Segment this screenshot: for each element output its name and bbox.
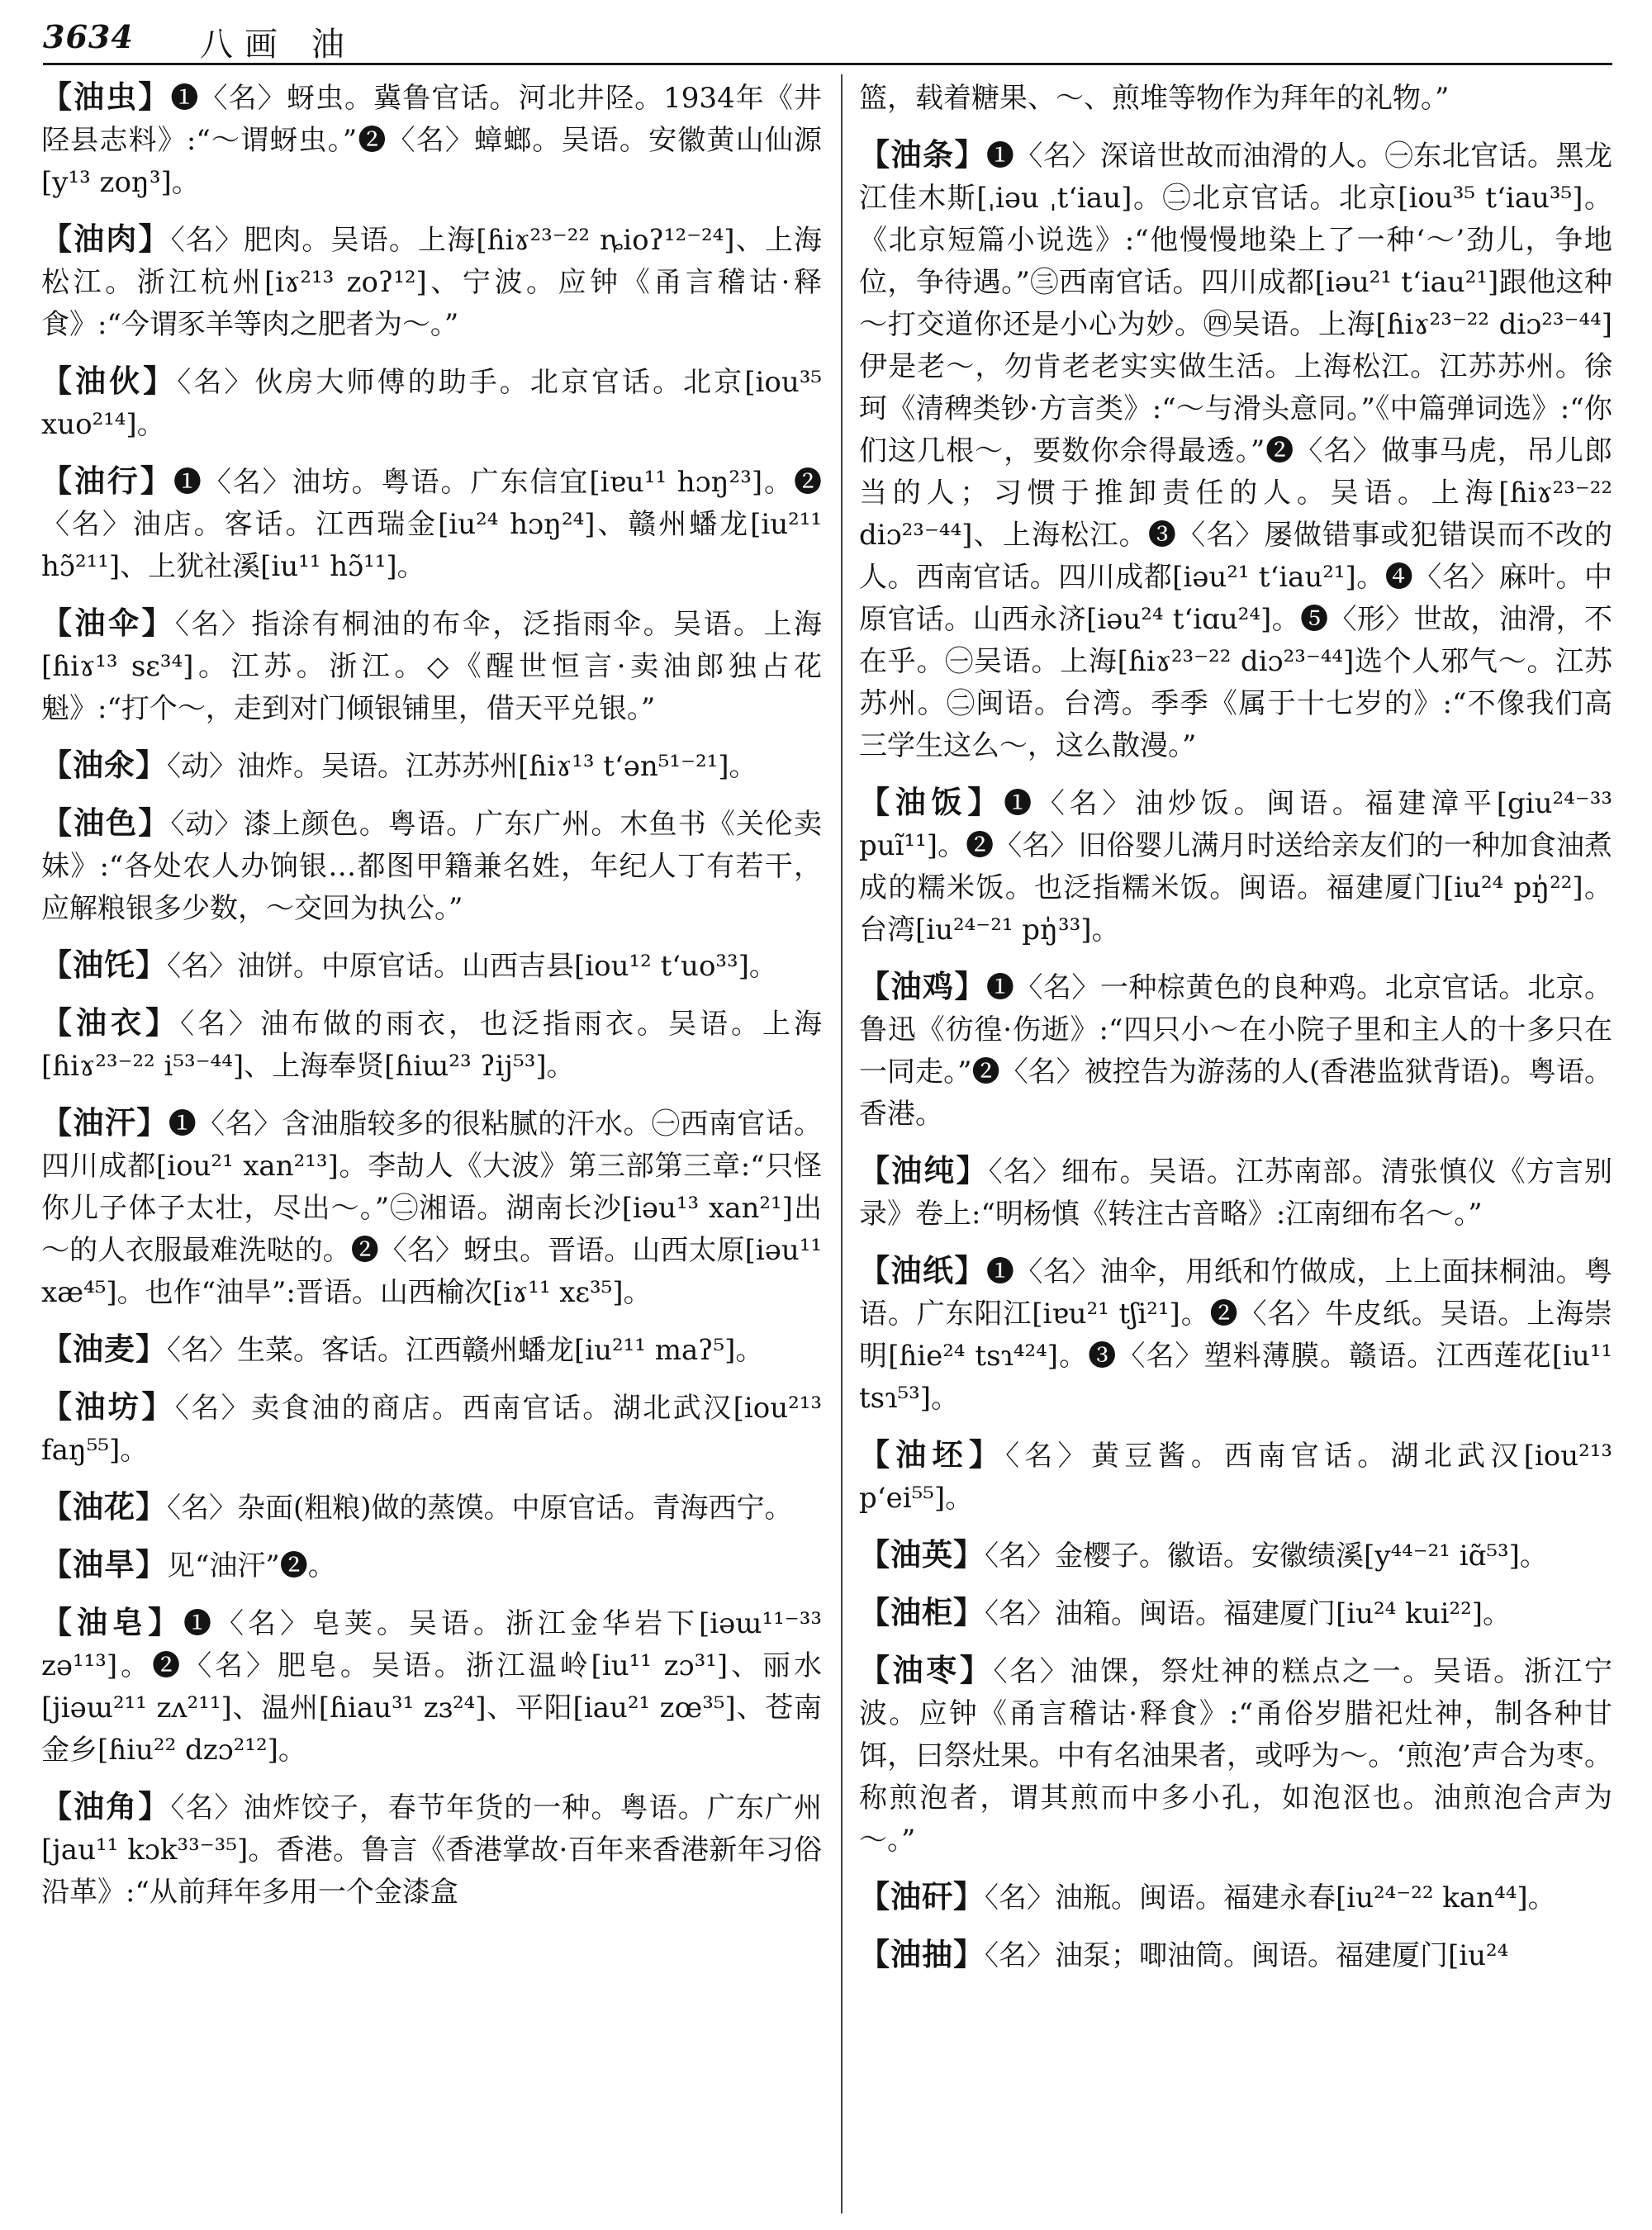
entry-definition: ❶〈名〉皂荚。吴语。浙江金华岩下[iəɯ¹¹⁻³³ zə¹¹³]。❷〈名〉肥皂。吴语。浙江温岭[iu¹¹ zɔ³¹]、丽水[jiəɯ²¹¹ zʌ²¹¹]、温州[ɦiau³¹ zɜ²⁴]、平阳[iau²¹ zœ³⁵]、苍南金乡[ɦiu²² dzɔ²¹²]。 [41,1607,823,1767]
entry-definition: ❶〈名〉油伞，用纸和竹做成，上上面抹桐油。粤语。广东阳江[iɐu²¹ tʃi²¹]。❷〈名〉牛皮纸。吴语。上海崇明[ɦie²⁴ tsɿ⁴²⁴]。❸〈名〉塑料薄膜。赣语。江西莲花[iu¹¹ tsɿ⁵³]。 [859,1255,1613,1415]
entry-definition: 〈名〉卖食油的商店。西南官话。湖北武汉[iou²¹³ faŋ⁵⁵]。 [41,1392,822,1467]
dictionary-entry [41,1102,822,1314]
entry-headword: 【油肉】 [41,221,171,257]
entry-definition: 〈名〉油炸饺子，春节年货的一种。粤语。广东广州[jau¹¹ kɔk³³⁻³⁵]。香港。鲁言《香港掌故·百年来香港新年习俗沿革》:“从前拜年多用一个金漆盒 [41,1791,823,1909]
entry-definition: 〈名〉油瓶。闽语。福建永春[iu²⁴⁻²² kan⁴⁴]。 [985,1881,1556,1914]
dictionary-entry [41,1486,822,1530]
dictionary-entry [41,1544,822,1587]
dictionary-entry [41,1786,822,1914]
dictionary-entry [859,134,1612,767]
left-column [41,76,822,1928]
entry-headword: 【油衣】 [41,1004,180,1041]
entry-definition: 〈动〉油炸。吴语。江苏苏州[ɦiɤ¹³ tʻən⁵¹⁻²¹]。 [167,750,757,783]
entry-definition: 篮，载着糖果、～、煎堆等物作为拜年的礼物。” [859,82,1450,115]
entry-headword: 【油抽】 [859,1936,985,1972]
entry-definition: ❶〈名〉深谙世故而油滑的人。㊀东北官话。黑龙江佳木斯[ˌiəu ˌtʻiau]。㊁北京官话。北京[iou³⁵ tʻiau³⁵]。《北京短篇小说选》:“他慢慢地染上了一种‘～’劲儿，争地位，争待遇。”㊂西南官话。四川成都[iəu²¹ tʻiau²¹]跟他这种～打交道你还是小心为妙。㊃吴语。上海[ɦiɤ²³⁻²² diɔ²³⁻⁴⁴]伊是老～，勿肯老老实实做生活。上海松江。江苏苏州。徐珂《清稗类钞·方言类》:“～与滑头意同。”《中篇弹词选》:“你们这几根～，要数你佘得最透。”❷〈名〉做事马虎，吊儿郎当的人；习惯于推卸责任的人。吴语。上海[ɦiɤ²³⁻²² diɔ²³⁻⁴⁴]、上海松江。❸〈名〉屡做错事或犯错误而不改的人。西南官话。四川成都[iəu²¹ tʻiau²¹]。❹〈名〉麻叶。中原官话。山西永济[iəu²⁴ tʻiɑu²⁴]。❺〈形〉世故，油滑，不在乎。㊀吴语。上海[ɦiɤ²³⁻²² diɔ²³⁻⁴⁴]选个人邪气～。江苏苏州。㊁闽语。台湾。季季《属于十七岁的》:“不像我们高三学生这么～，这么散漫。” [859,140,1613,762]
entry-headword: 【油氽】 [41,747,167,783]
dictionary-entry [41,1386,822,1472]
dictionary-entry [859,781,1612,951]
entry-definition: ❶〈名〉蚜虫。冀鲁官话。河北井陉。1934年《井陉县志料》:“～谓蚜虫。”❷〈名〉蟑螂。吴语。安徽黄山仙源[y¹³ zoŋ³]。 [41,82,823,199]
dictionary-entry [41,802,822,930]
dictionary-entry [859,1534,1612,1578]
entry-headword: 【油汗】 [41,1104,169,1141]
entry-headword: 【油角】 [41,1788,171,1824]
dictionary-entry [41,1328,822,1372]
entry-headword: 【油行】 [41,463,173,499]
entry-definition: 〈名〉油泵；唧油筒。闽语。福建厦门[iu²⁴ [985,1939,1509,1972]
entry-headword: 【油色】 [41,804,171,841]
dictionary-entry [41,460,822,588]
entry-headword: 【油伞】 [41,605,175,641]
entry-definition: 〈动〉漆上颜色。粤语。广东广州。木鱼书《关伦卖妹》:“各处农人办饷银…都图甲籍兼名姓，年纪人丁有若干，应解粮银多少数，～交回为执公。” [41,808,823,925]
entry-definition: 〈名〉油馃，祭灶神的糕点之一。吴语。浙江宁波。应钟《甬言稽诂·释食》:“甬俗岁腊祀灶神，制各种甘饵，曰祭灶果。中有名油果者，或呼为～。‘煎泡’声合为枣。称煎泡者，谓其煎而中多小孔，如泡沤也。油煎泡合声为～。” [859,1655,1612,1857]
dictionary-entry [41,1002,822,1088]
right-column [859,76,1612,1991]
entry-definition: 见“油汗”❷。 [167,1549,336,1582]
section-heading: 八画 油 [200,26,356,64]
entry-definition: ❶〈名〉油坊。粤语。广东信宜[iɐu¹¹ hɔŋ²³]。❷〈名〉油店。客话。江西瑞金[iu²⁴ hɔŋ²⁴]、赣州蟠龙[iu²¹¹ hɔ̃²¹¹]、上犹社溪[iu¹¹ hɔ̃¹¹]。 [41,466,823,583]
entry-definition: 〈名〉指涂有桐油的布伞，泛指雨伞。吴语。上海[ɦiɤ¹³ sɛ³⁴]。江苏。浙江。◇《醒世恒言·卖油郎独占花魁》:“打个～，走到对门倾银铺里，借天平兑银。” [41,608,823,725]
dictionary-entry [41,944,822,988]
header-rule [43,63,1612,65]
dictionary-entry [859,1649,1612,1862]
entry-headword: 【油柜】 [859,1594,985,1630]
entry-definition: 〈名〉金樱子。徽语。安徽绩溪[y⁴⁴⁻²¹ iɑ̃⁵³]。 [985,1540,1548,1573]
entry-headword: 【油鸡】 [859,968,986,1004]
dictionary-entry [859,966,1612,1136]
entry-headword: 【油皂】 [41,1604,184,1640]
dictionary-entry [41,360,822,446]
entry-definition: 〈名〉油箱。闽语。福建厦门[iu²⁴ kui²²]。 [985,1597,1512,1630]
page-number: 3634 [43,18,134,55]
dictionary-entry [859,1876,1612,1919]
dictionary-entry [41,218,822,346]
entry-headword: 【油饭】 [859,784,1004,820]
dictionary-entry [41,602,822,730]
entry-headword: 【油麦】 [41,1331,167,1367]
dictionary-entry [859,1150,1612,1236]
entry-headword: 【油虫】 [41,78,171,115]
dictionary-entry [859,1250,1612,1420]
entry-headword: 【油伙】 [41,363,178,399]
entry-definition: 〈名〉伙房大师傅的助手。北京官话。北京[iou³⁵ xuo²¹⁴]。 [41,366,823,441]
entry-headword: 【油坊】 [41,1388,175,1425]
entry-definition: 〈名〉细布。吴语。江苏南部。清张慎仪《方言别录》卷上:“明杨慎《转注古音略》:江南细布名～。” [859,1155,1612,1231]
entry-definition: 〈名〉杂面(粗粮)做的蒸馍。中原官话。青海西宁。 [167,1492,793,1525]
dictionary-entry [41,76,822,204]
entry-headword: 【油枣】 [859,1652,994,1688]
dictionary-entry [41,1601,822,1772]
entry-headword: 【油坯】 [859,1436,1006,1473]
entry-definition: 〈名〉黄豆酱。西南官话。湖北武汉[iou²¹³ pʻei⁵⁵]。 [859,1440,1612,1515]
column-divider [841,74,843,2213]
dictionary-entry [859,1933,1612,1977]
dictionary-entry [41,744,822,788]
entry-headword: 【油花】 [41,1488,167,1525]
entry-headword: 【油纸】 [859,1252,986,1288]
entry-definition: ❶〈名〉一种棕黄色的良种鸡。北京官话。北京。鲁迅《彷徨·伤逝》:“四只小～在小院子里和主人的十多只在一同走。”❷〈名〉被控告为游荡的人(香港监狱背语)。粤语。香港。 [859,971,1613,1131]
entry-definition: 〈名〉肥肉。吴语。上海[ɦiɤ²³⁻²² ȵioʔ¹²⁻²⁴]、上海松江。浙江杭州[iɤ²¹³ zoʔ¹²]、宁波。应钟《甬言稽诂·释食》:“今谓豕羊等肉之肥者为～。” [41,224,823,341]
dictionary-entry [859,1592,1612,1635]
dictionary-entry-continuation [859,76,1612,120]
entry-definition: ❶〈名〉含油脂较多的很粘腻的汗水。㊀西南官话。四川成都[iou²¹ xan²¹³]。李劼人《大波》第三部第三章:“只怪你儿子体子太壮，尽出～。”㊁湘语。湖南长沙[iəu¹³ xan²¹]出～的人衣服最难洗哒的。❷〈名〉蚜虫。晋语。山西太原[iəu¹¹ xæ⁴⁵]。也作“油旱”:晋语。山西榆次[iɤ¹¹ xɛ³⁵]。 [41,1108,823,1309]
entry-headword: 【油条】 [859,136,986,173]
entry-definition: 〈名〉生菜。客话。江西赣州蟠龙[iu²¹¹ maʔ⁵]。 [167,1334,764,1367]
dictionary-entry [859,1434,1612,1520]
page-header [43,18,1612,64]
entry-definition: 〈名〉油饼。中原官话。山西吉县[iou¹² tʻuo³³]。 [167,950,777,983]
entry-headword: 【油英】 [859,1536,985,1573]
entry-headword: 【油饦】 [41,947,167,983]
entry-definition: 〈名〉油布做的雨衣，也泛指雨衣。吴语。上海[ɦiɤ²³⁻²² i⁵³⁻⁴⁴]、上海奉贤[ɦiɯ²³ ʔij⁵³]。 [41,1008,822,1083]
entry-headword: 【油矸】 [859,1878,985,1914]
entry-definition: ❶〈名〉油炒饭。闽语。福建漳平[giu²⁴⁻³³ puĩ¹¹]。❷〈名〉旧俗婴儿满月时送给亲友们的一种加食油煮成的糯米饭。也泛指糯米饭。闽语。福建厦门[iu²⁴ pŋ̍²²]。台湾[iu²⁴⁻²¹ pŋ̍³³]。 [859,787,1613,947]
entry-headword: 【油旱】 [41,1546,167,1582]
entry-headword: 【油纯】 [859,1152,989,1189]
